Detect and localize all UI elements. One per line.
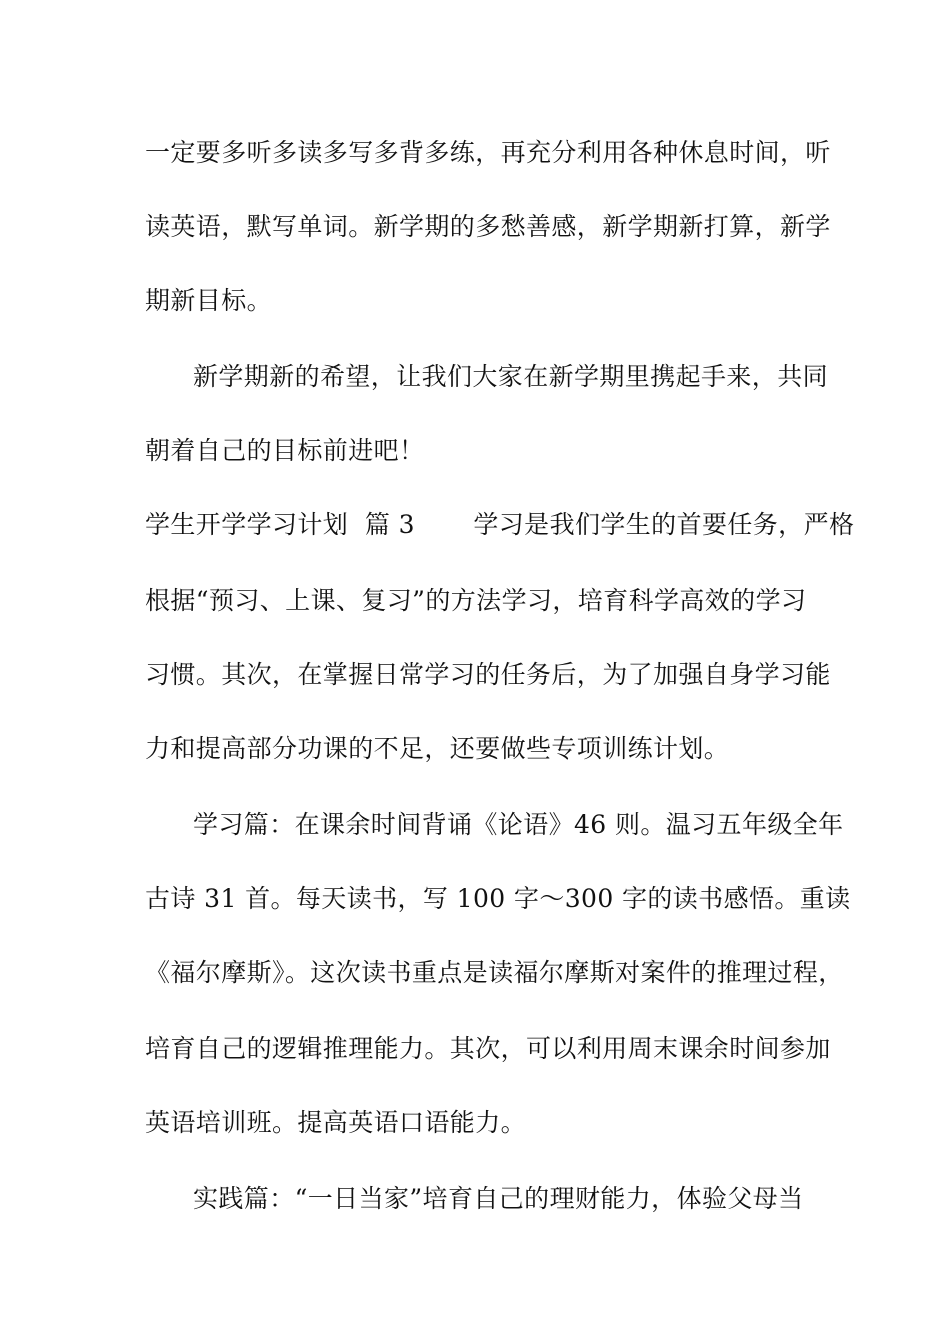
text-line: 读英语，默写单词。新学期的多愁善感，新学期新打算，新学 — [145, 212, 831, 241]
text-line: 期新目标。 — [145, 286, 273, 315]
text-line: 古诗 31 首。每天读书，写 100 字～300 字的读书感悟。重读 — [145, 884, 851, 913]
text-line: 学习篇：在课余时间背诵《论语》46 则。温习五年级全年 — [193, 810, 844, 839]
text-line: 英语培训班。提高英语口语能力。 — [145, 1108, 527, 1137]
text-line: 根据“预习、上课、复习”的方法学习，培育科学高效的学习 — [145, 586, 807, 615]
text-line: 培育自己的逻辑推理能力。其次，可以利用周末课余时间参加 — [145, 1034, 831, 1063]
text-line: 实践篇：“一日当家”培育自己的理财能力，体验父母当 — [193, 1184, 804, 1213]
text-line: 《福尔摩斯》。这次读书重点是读福尔摩斯对案件的推理过程， — [145, 958, 844, 987]
text-line: 一定要多听多读多写多背多练，再充分利用各种休息时间，听 — [145, 138, 831, 167]
text-line: 力和提高部分功课的不足，还要做些专项训练计划。 — [145, 734, 730, 763]
text-line: 习惯。其次，在掌握日常学习的任务后，为了加强自身学习能 — [145, 660, 831, 689]
section-heading-line: 学生开学学习计划 篇 3 学习是我们学生的首要任务，严格 — [145, 510, 855, 539]
text-line: 新学期新的希望，让我们大家在新学期里携起手来，共同 — [193, 362, 829, 391]
text-line: 朝着自己的目标前进吧！ — [145, 436, 425, 465]
